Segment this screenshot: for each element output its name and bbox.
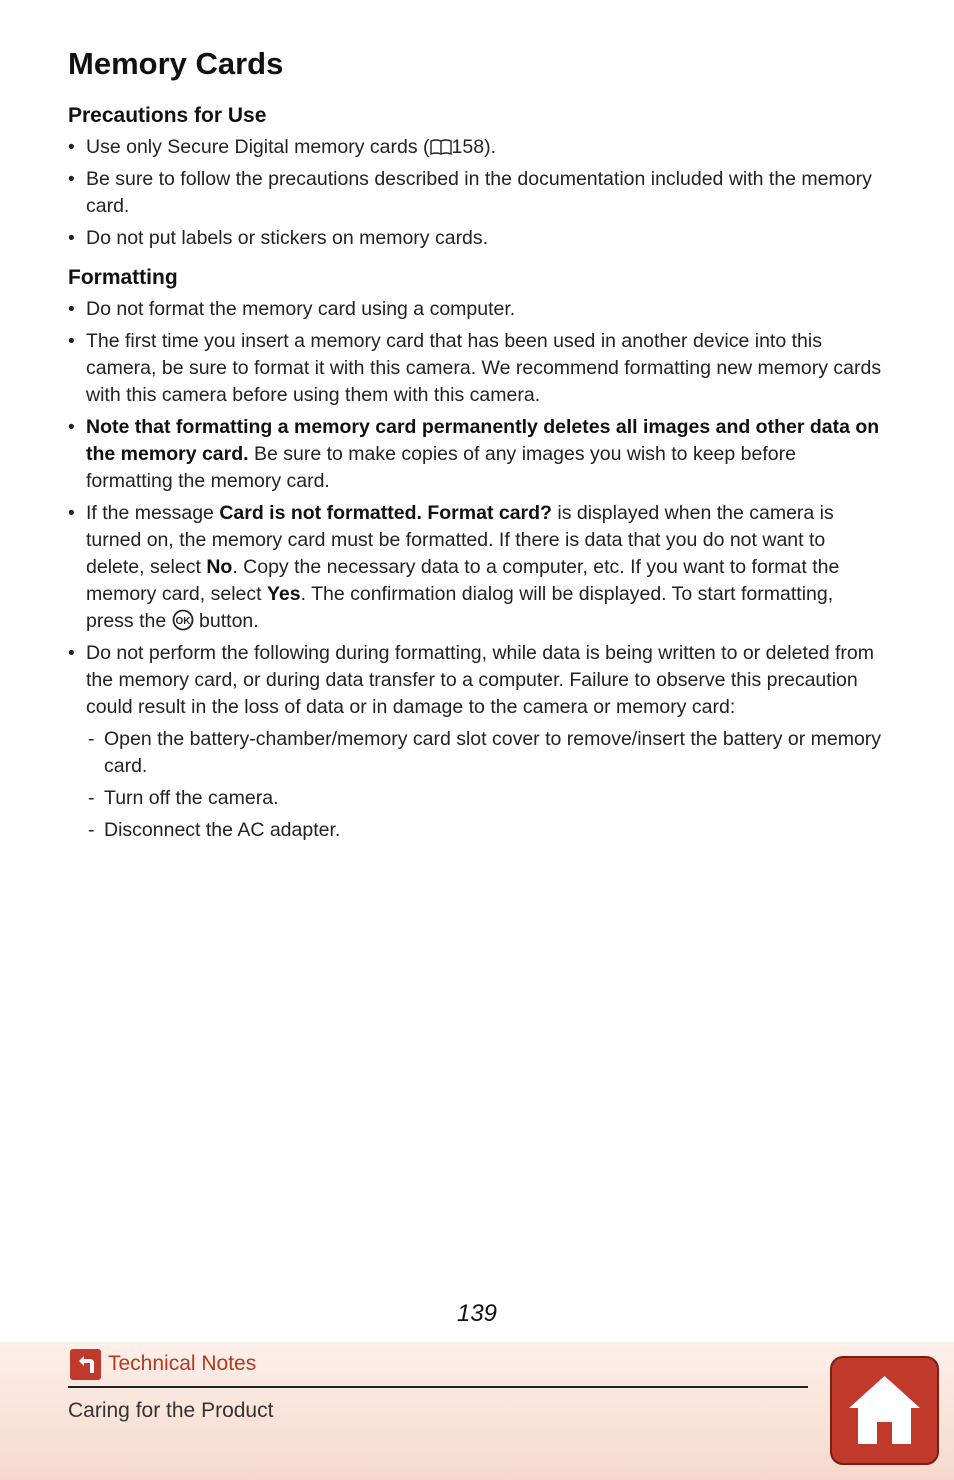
list-item: • The first time you insert a memory card that has been used in another device into this camera, be sure to format it with this camera. We recommend formatting new memory cards with this camera before using them with this camera. — [68, 328, 883, 409]
list-item: • If the message Card is not formatted. Format card? is displayed when the camera is turned on, the memory card must be formatted. If there is data that you do not want to delete, select No. Copy the necessary data to a computer, etc. If you want to format the memory card, select Yes. The confirmation dialog will be displayed. To start formatting, press the OK button. — [68, 500, 883, 635]
home-icon[interactable] — [830, 1356, 939, 1465]
list-item: • Use only Secure Digital memory cards ( 158). — [68, 134, 883, 161]
list-item: • Do not format the memory card using a computer. — [68, 296, 883, 323]
formatting-list — [68, 296, 883, 844]
sub-list — [86, 726, 883, 844]
list-item: • Note that formatting a memory card permanently deletes all images and other data on the memory card. Be sure to make copies of any images you wish to keep before formatting the memory card. — [68, 414, 883, 495]
ok-button-icon — [172, 609, 194, 631]
back-arrow-icon[interactable] — [70, 1349, 101, 1380]
page-title: Memory Cards — [68, 46, 284, 81]
page-content — [68, 44, 883, 856]
option-no: No — [206, 556, 233, 578]
sub-list-item: - Turn off the camera. — [86, 785, 883, 812]
section-heading-formatting: Formatting — [68, 266, 178, 289]
book-icon[interactable] — [430, 139, 452, 155]
footer-divider — [68, 1386, 808, 1388]
option-yes: Yes — [266, 583, 301, 605]
section-label[interactable]: Technical Notes — [108, 1352, 257, 1375]
message-text: Card is not formatted. Format card? — [219, 502, 552, 524]
technical-notes-link[interactable] — [70, 1348, 256, 1380]
svg-text:OK: OK — [175, 616, 191, 627]
page-reference[interactable]: 158 — [451, 136, 485, 158]
sub-list-item: - Disconnect the AC adapter. — [86, 817, 883, 844]
bold-warning: Note that formatting a memory card permanently deletes all images and other data on the memory card. — [86, 416, 880, 465]
list-item: • Do not put labels or stickers on memory cards. — [68, 225, 883, 252]
page-number: 139 — [456, 1300, 498, 1327]
list-item: • Do not perform the following during formatting, while data is being written to or deleted from the memory card, or during data transfer to a computer. Failure to observe this precaution could result in the loss of data or in damage to the camera or memory card: - Open the battery-chamber/memory card slot cover to remove/insert the battery or memory card. - Turn off the camera. - Disconnect the AC adapter. — [68, 640, 883, 844]
footer-subsection: Caring for the Product — [68, 1399, 274, 1422]
section-heading-precautions: Precautions for Use — [68, 104, 267, 127]
sub-list-item: - Open the battery-chamber/memory card slot cover to remove/insert the battery or memory card. — [86, 726, 883, 780]
list-item: • Be sure to follow the precautions described in the documentation included with the memory card. — [68, 166, 883, 220]
precautions-list — [68, 134, 883, 252]
